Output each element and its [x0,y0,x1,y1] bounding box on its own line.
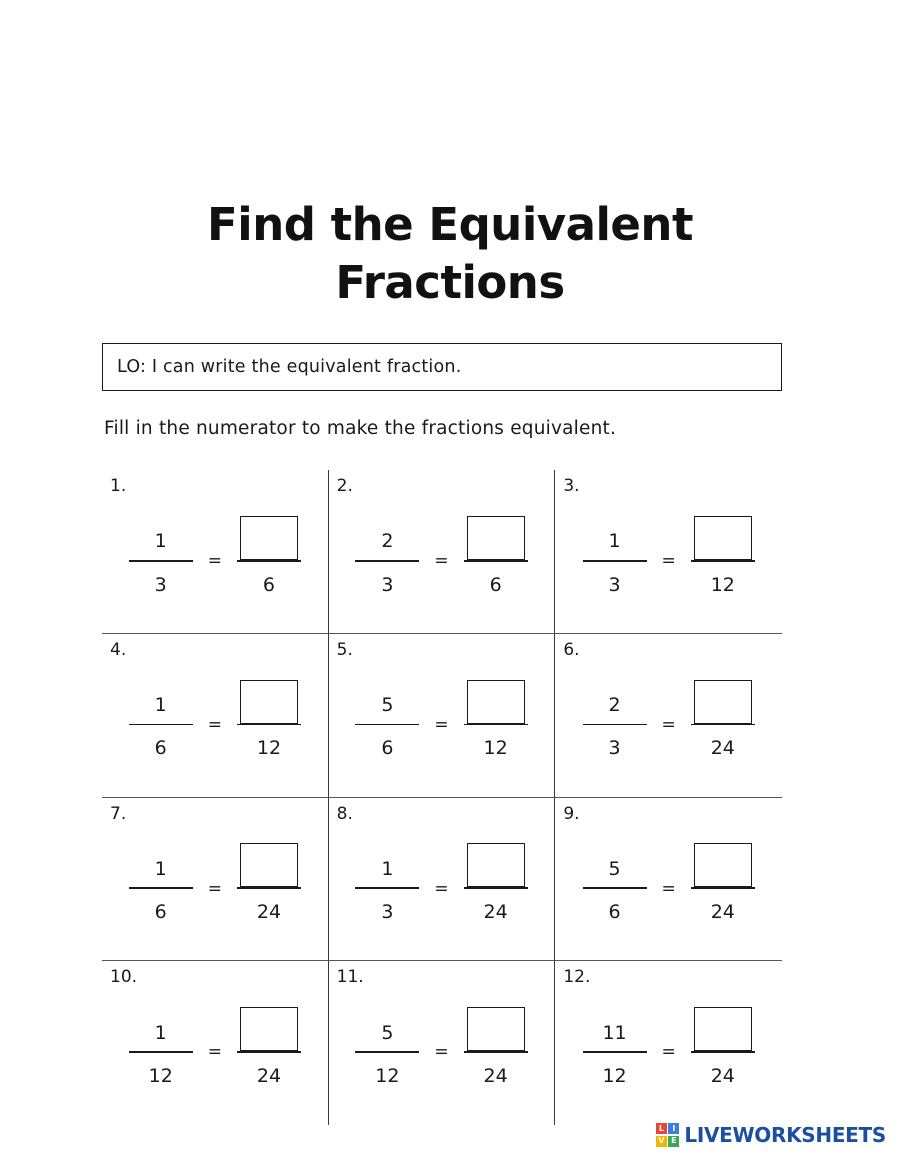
denominator: 6 [381,737,394,760]
answer-input[interactable] [467,516,525,560]
answer-input[interactable] [694,516,752,560]
numerator-input-wrap [467,1007,525,1051]
problem-cell [102,634,329,798]
denominator: 12 [602,1064,627,1087]
equals-sign: = [207,1042,222,1063]
instruction-text: Fill in the numerator to make the fractions equivalent. [104,418,617,439]
denominator: 3 [381,901,394,923]
fraction-right [686,843,760,925]
problem-number: 5. [336,639,353,660]
problem-number: 9. [563,803,580,824]
equation [329,498,555,616]
equation [555,826,782,944]
numerator: 2 [608,694,621,717]
denominator: 6 [154,737,167,760]
answer-input[interactable] [467,1007,525,1051]
equals-sign: = [207,714,222,735]
numerator: 2 [381,530,394,553]
equation [102,826,328,944]
numerator: 5 [381,694,394,717]
page-title: Find the Equivalent Fractions [207,198,693,309]
problem-cell [329,961,556,1125]
denominator: 12 [256,737,282,760]
fraction-right [232,843,306,925]
fraction-right [232,680,306,762]
numerator: 1 [154,857,167,880]
numerator-input-wrap [240,680,298,724]
numerator: 1 [608,530,621,553]
numerator: 5 [608,857,621,880]
equation [329,662,555,780]
denominator: 12 [148,1064,173,1087]
fraction-right [232,516,306,598]
fraction-right [686,680,760,762]
equation [102,498,328,616]
denominator: 12 [483,737,508,760]
equals-sign: = [434,714,449,735]
denominator: 24 [483,1064,508,1087]
liveworksheets-logo-icon [656,1123,680,1147]
numerator-input-wrap [240,516,298,560]
equals-sign: = [661,714,676,735]
answer-input[interactable] [694,1007,752,1051]
brand-wordmark: LIVEWORKSHEETS [684,1123,886,1147]
equals-sign: = [434,551,449,571]
problem-number: 3. [563,476,580,496]
problem-number: 7. [110,803,127,824]
problems-grid [102,470,782,1125]
equation [555,498,782,616]
denominator: 24 [483,901,508,923]
numerator-input-wrap [467,516,525,560]
learning-objective-label: LO: I can write the equivalent fraction. [117,357,462,377]
problem-cell [555,961,782,1125]
fraction-left [124,680,198,762]
logo-letter-l: L [656,1123,667,1134]
numerator: 11 [602,1021,627,1044]
numerator: 5 [381,1021,394,1044]
equation [555,989,782,1107]
learning-objective-box [102,343,782,391]
fraction-left [350,680,424,762]
problem-number: 2. [336,476,353,496]
denominator: 12 [710,573,735,596]
answer-input[interactable] [467,680,525,724]
numerator-input-wrap [694,680,752,724]
fraction-right [459,843,533,925]
fraction-left [350,1007,424,1089]
problem-number: 6. [563,639,580,660]
equation [102,989,328,1107]
numerator-input-wrap [694,516,752,560]
equals-sign: = [207,878,222,899]
problem-number: 8. [336,803,353,824]
fraction-left [350,516,424,598]
fraction-left [124,1007,198,1089]
numerator-input-wrap [467,843,525,887]
denominator: 6 [154,901,167,923]
problem-cell [555,470,782,634]
fraction-left [124,843,198,925]
denominator: 3 [154,573,167,596]
fraction-right [232,1007,306,1089]
problem-number: 4. [110,639,127,660]
fraction-right [686,1007,760,1089]
denominator: 3 [608,737,621,760]
answer-input[interactable] [240,1007,298,1051]
problem-cell [329,798,556,962]
denominator: 3 [381,573,394,596]
equals-sign: = [207,551,222,571]
answer-input[interactable] [694,843,752,887]
equals-sign: = [434,878,449,899]
problem-number: 12. [563,967,591,988]
fraction-right [459,1007,533,1089]
answer-input[interactable] [240,516,298,560]
problem-number: 1. [110,476,127,496]
fraction-right [459,516,533,598]
answer-input[interactable] [467,843,525,887]
fraction-left [578,680,652,762]
problem-number: 11. [336,967,364,988]
answer-input[interactable] [694,680,752,724]
denominator: 6 [262,573,275,596]
numerator: 1 [154,530,167,553]
denominator: 6 [608,901,621,923]
numerator-input-wrap [694,843,752,887]
fraction-right [686,516,760,598]
liveworksheets-footer[interactable] [656,1123,886,1147]
numerator: 1 [381,857,394,880]
numerator-input-wrap [240,1007,298,1051]
denominator: 12 [375,1064,400,1087]
problem-cell [329,470,556,634]
fraction-left [124,516,198,598]
numerator: 1 [154,1021,167,1044]
equation [329,826,555,944]
equals-sign: = [661,551,676,571]
denominator: 6 [489,573,502,596]
fraction-left [578,1007,652,1089]
logo-letter-v: V [656,1136,667,1147]
fraction-left [578,516,652,598]
denominator: 3 [608,573,621,596]
problem-cell [555,798,782,962]
problem-cell [102,798,329,962]
problem-cell [102,961,329,1125]
fraction-left [578,843,652,925]
equation [555,662,782,780]
denominator: 24 [710,1064,735,1087]
problem-cell [329,634,556,798]
logo-letter-i: I [668,1123,679,1134]
equals-sign: = [661,878,676,899]
fraction-right [459,680,533,762]
equals-sign: = [661,1042,676,1063]
numerator: 1 [154,694,167,717]
answer-input[interactable] [240,680,298,724]
equation [102,662,328,780]
numerator-input-wrap [467,680,525,724]
problem-number: 10. [110,967,138,988]
problem-cell [555,634,782,798]
denominator: 24 [710,901,735,923]
denominator: 24 [256,1064,282,1087]
numerator-input-wrap [694,1007,752,1051]
denominator: 24 [710,737,735,760]
equals-sign: = [434,1042,449,1063]
fraction-left [350,843,424,925]
numerator-input-wrap [240,843,298,887]
answer-input[interactable] [240,843,298,887]
denominator: 24 [256,901,282,923]
logo-letter-e: E [668,1136,679,1147]
problem-cell [102,470,329,634]
equation [329,989,555,1107]
